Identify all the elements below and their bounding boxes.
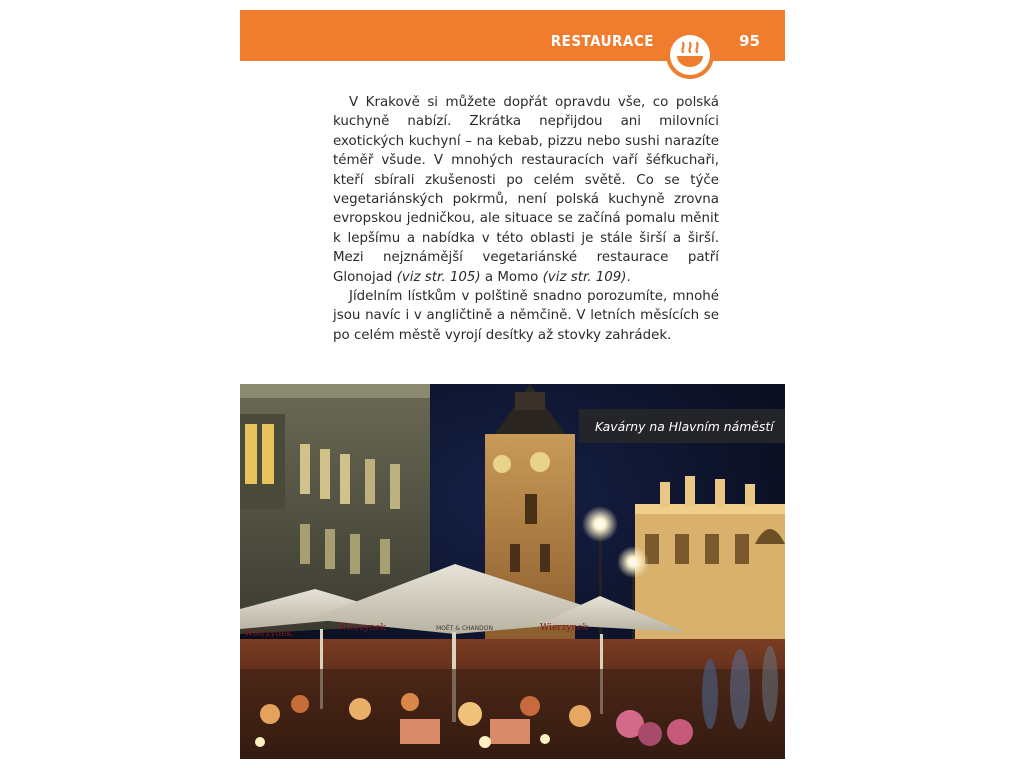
- photo-caption-box: [579, 409, 785, 443]
- section-title: RESTAURACE: [550, 32, 654, 50]
- paragraph-text: .: [626, 269, 631, 285]
- paragraph-text: V Krakově si můžete dopřát opravdu vše, co polská kuchyně nabízí. Zkrátka nepřijdou ani milovníci exotických kuchyní – na kebab, pizzu nebo sushi narazíte téměř všude. V mnohých restauracích vaří šéfkuchaři, kteří sbírali zkušenosti po celém světě. Co se týče vegetariánských pokrmů, není polská kuchyně zrovna evropskou jedničkou, ale situace se začíná pomalu měnit k lepšímu a nabídka v této oblasti je stále širší a širší. Mezi nejznámější vegetariánské restaurace patří Glonojad: [333, 95, 719, 285]
- article-body: [333, 93, 719, 345]
- page-reference: (viz str. 105): [396, 269, 481, 285]
- soup-bowl-icon: [665, 30, 715, 80]
- paragraph: [333, 93, 719, 287]
- umbrella-brand-label: MOËT & CHANDON: [436, 625, 493, 632]
- photo-caption: Kavárny na Hlavním náměstí: [595, 419, 774, 434]
- paragraph-text: Jídelním lístkům v polštině snadno porozumíte, mnohé jsou navíc i v angličtině a němčině. V letních měsících se po celém městě vyrojí desítky až stovky zahrádek.: [333, 289, 719, 343]
- page-reference: (viz str. 109): [542, 269, 627, 285]
- umbrella-brand-label: Wierzynek: [540, 623, 589, 633]
- paragraph: [333, 287, 719, 345]
- page-number: 95: [739, 32, 760, 50]
- paragraph-text: a Momo: [480, 269, 543, 285]
- umbrella-brand-label: Wierzynek: [338, 623, 387, 633]
- umbrella-brand-label: Wierzynek: [244, 629, 293, 639]
- book-page: [240, 0, 785, 768]
